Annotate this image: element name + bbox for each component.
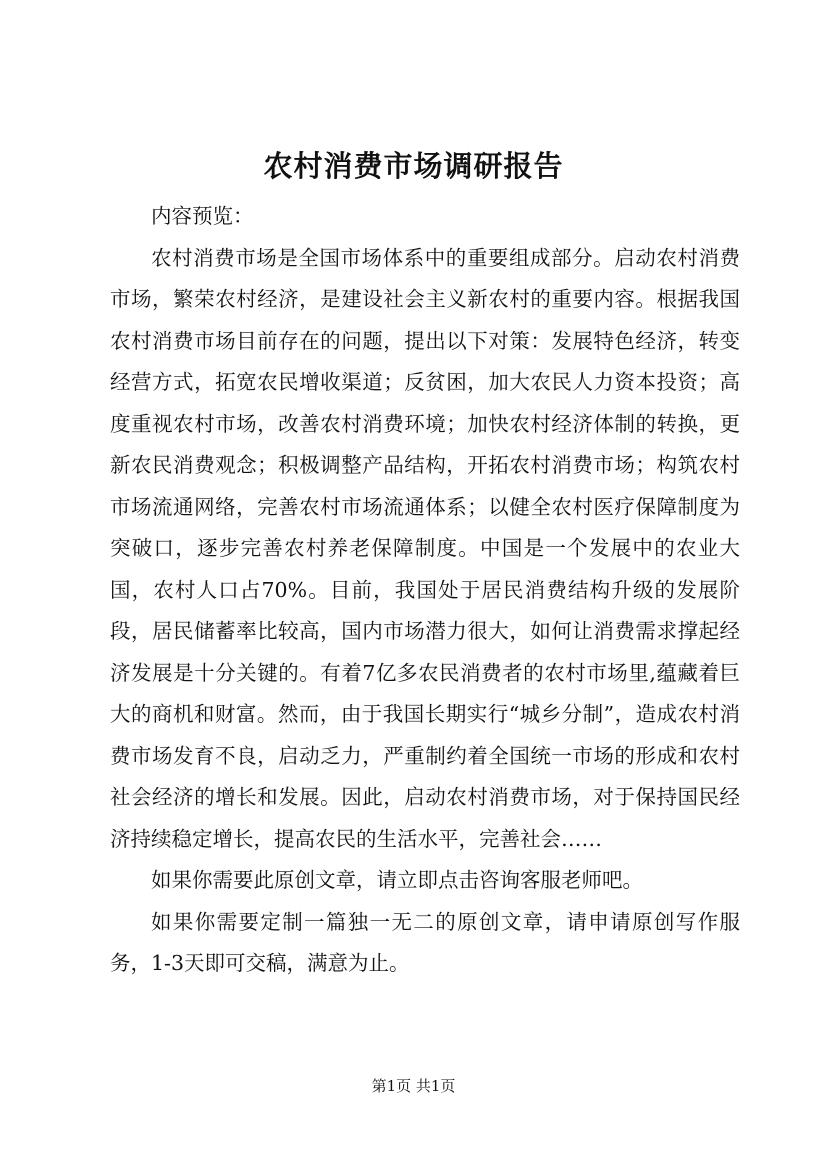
document-body xyxy=(110,196,740,985)
preview-label: 内容预览： xyxy=(151,204,254,228)
page-footer: 第1页 共1页 xyxy=(371,1077,456,1095)
summary-paragraph: 农村消费市场是全国市场体系中的重要组成部分。启动农村消费市场，繁荣农村经济，是建设社会主义新农村的重要内容。根据我国农村消费市场目前存在的问题，提出以下对策：发展特色经济，转变经营方式，拓宽农民增收渠道；反贫困，加大农民人力资本投资；高度重视农村市场，改善农村消费环境；加快农村经济体制的转换，更新农民消费观念；积极调整产品结构，开拓农村消费市场；构筑农村市场流通网络，完善农村市场流通体系；以健全农村医疗保障制度为突破口，逐步完善农村养老保障制度。中国是一个发展中的农业大国，农村人口占70%。目前，我国处于居民消费结构升级的发展阶段，居民储蓄率比较高，国内市场潜力很大，如何让消费需求撑起经济发展是十分关键的。有着7亿多农民消费者的农村市场里,蕴藏着巨大的商机和财富。然而，由于我国长期实行“城乡分制”，造成农村消费市场发育不良，启动乏力，严重制约着全国统一市场的形成和农村社会经济的增长和发展。因此，启动农村消费市场，对于保持国民经济持续稳定增长，提高农民的生活水平，完善社会…… xyxy=(110,245,740,851)
consult-paragraph: 如果你需要此原创文章，请立即点击咨询客服老师吧。 xyxy=(151,868,643,892)
custom-writing-paragraph: 如果你需要定制一篇独一无二的原创文章，请申请原创写作服务，1-3天即可交稿，满意为止。 xyxy=(110,909,740,975)
document-title: 农村消费市场调研报告 xyxy=(263,149,564,183)
